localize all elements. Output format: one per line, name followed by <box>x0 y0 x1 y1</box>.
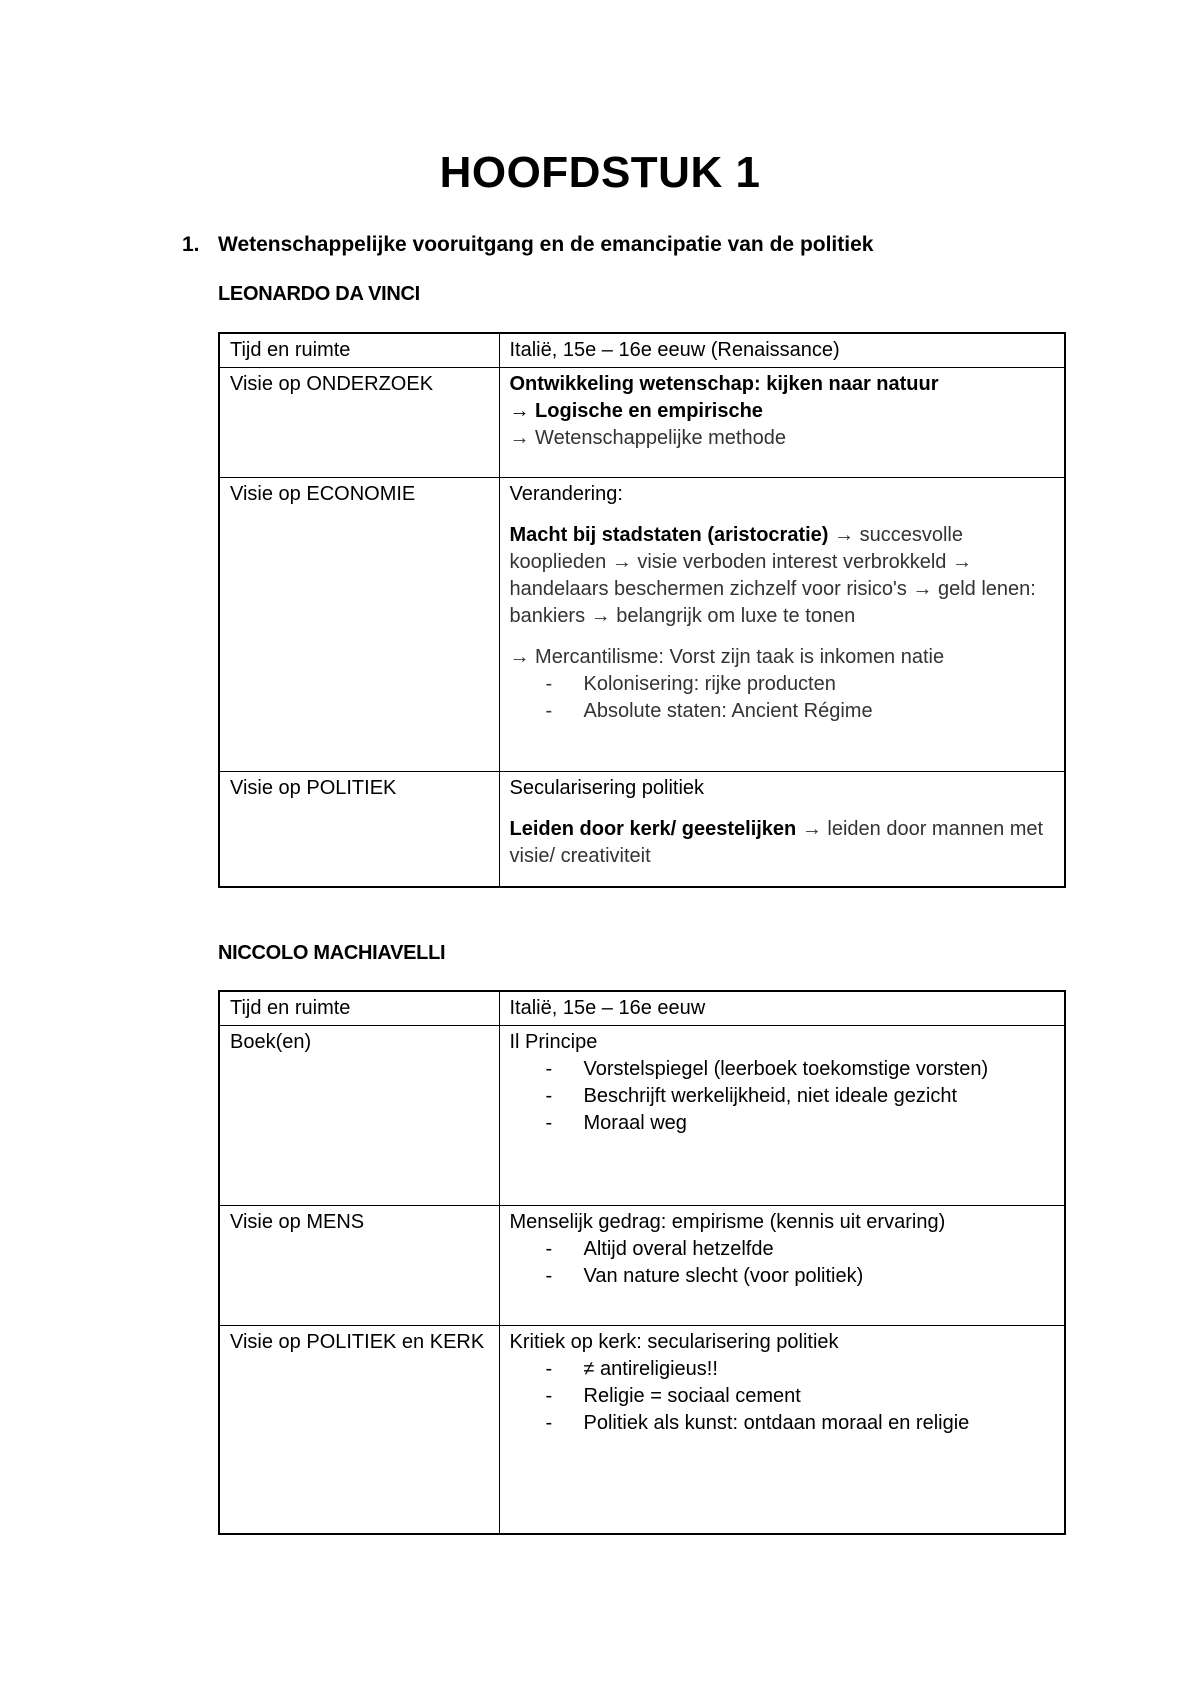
list-item: - Altijd overal hetzelfde <box>546 1236 1055 1263</box>
onderzoek-line: → Logische en empirische <box>509 400 763 422</box>
list-item: - Beschrijft werkelijkheid, niet ideale gezicht <box>546 1083 1055 1110</box>
list-item: - Moraal weg <box>546 1110 1055 1137</box>
row-value <box>499 1206 1065 1326</box>
politiek-para-bold: Leiden door kerk/ geestelijken <box>509 818 797 840</box>
economie-intro: Verandering: <box>509 483 623 505</box>
row-value <box>499 368 1065 478</box>
list-item: - ≠ antireligieus!! <box>546 1356 1055 1383</box>
boek-title: Il Principe <box>509 1031 598 1053</box>
table-row <box>219 333 1065 368</box>
economie-para-rest: → succesvolle kooplieden → visie verboden interest verbrokkeld → handelaars beschermen zichzelf voor risico's → geld lenen: bankiers → belangrijk om luxe te tonen <box>509 524 1036 627</box>
politiek-para-rest: → leiden door mannen met visie/ creativiteit <box>509 818 1044 867</box>
politiek-kerk-intro: Kritiek op kerk: secularisering politiek <box>509 1331 839 1353</box>
list-item: - Kolonisering: rijke producten <box>546 671 1055 698</box>
row-value <box>499 772 1065 887</box>
table-row <box>219 1026 1065 1206</box>
politiek-kerk-bullets <box>510 1356 1055 1437</box>
row-value: Italië, 15e – 16e eeuw <box>499 991 1065 1026</box>
row-label: Tijd en ruimte <box>219 333 499 368</box>
section-title: Wetenschappelijke vooruitgang en de emancipatie van de politiek <box>218 233 874 256</box>
leonardo-table <box>218 332 1066 888</box>
row-value <box>499 1026 1065 1206</box>
list-item: - Politiek als kunst: ontdaan moraal en religie <box>546 1410 1055 1437</box>
row-value <box>499 1326 1065 1534</box>
onderzoek-line: Ontwikkeling wetenschap: kijken naar natuur <box>509 373 939 395</box>
row-label: Visie op POLITIEK <box>219 772 499 887</box>
boek-bullets <box>510 1056 1055 1137</box>
row-label: Visie op MENS <box>219 1206 499 1326</box>
row-label: Visie op ECONOMIE <box>219 478 499 772</box>
row-value: Italië, 15e – 16e eeuw (Renaissance) <box>499 333 1065 368</box>
mercantilisme-line: → Mercantilisme: Vorst zijn taak is inkomen natie <box>509 646 945 668</box>
mens-bullets <box>510 1236 1055 1290</box>
row-label: Visie op POLITIEK en KERK <box>219 1326 499 1534</box>
section-heading <box>182 233 873 257</box>
mens-intro: Menselijk gedrag: empirisme (kennis uit ervaring) <box>509 1211 946 1233</box>
economie-bullets <box>510 671 1055 725</box>
list-item: - Absolute staten: Ancient Régime <box>546 698 1055 725</box>
table-row <box>219 1206 1065 1326</box>
niccolo-table <box>218 990 1066 1535</box>
row-label: Boek(en) <box>219 1026 499 1206</box>
table-row <box>219 478 1065 772</box>
list-item: - Religie = sociaal cement <box>546 1383 1055 1410</box>
list-item: - Vorstelspiegel (leerboek toekomstige vorsten) <box>546 1056 1055 1083</box>
row-label: Tijd en ruimte <box>219 991 499 1026</box>
leonardo-heading: LEONARDO DA VINCI <box>218 283 420 305</box>
row-label: Visie op ONDERZOEK <box>219 368 499 478</box>
table-row <box>219 1326 1065 1534</box>
economie-paragraph <box>510 522 1055 630</box>
table-row <box>219 368 1065 478</box>
page-title: HOOFDSTUK 1 <box>439 148 761 197</box>
table-row <box>219 991 1065 1026</box>
table-row <box>219 772 1065 887</box>
economie-para-bold: Macht bij stadstaten (aristocratie) <box>509 524 829 546</box>
politiek-line: Secularisering politiek <box>509 777 705 799</box>
section-number: 1. <box>182 233 200 256</box>
row-value <box>499 478 1065 772</box>
politiek-paragraph <box>510 816 1055 870</box>
niccolo-heading: NICCOLO MACHIAVELLI <box>218 942 446 964</box>
list-item: - Van nature slecht (voor politiek) <box>546 1263 1055 1290</box>
onderzoek-line: → Wetenschappelijke methode <box>509 427 786 449</box>
